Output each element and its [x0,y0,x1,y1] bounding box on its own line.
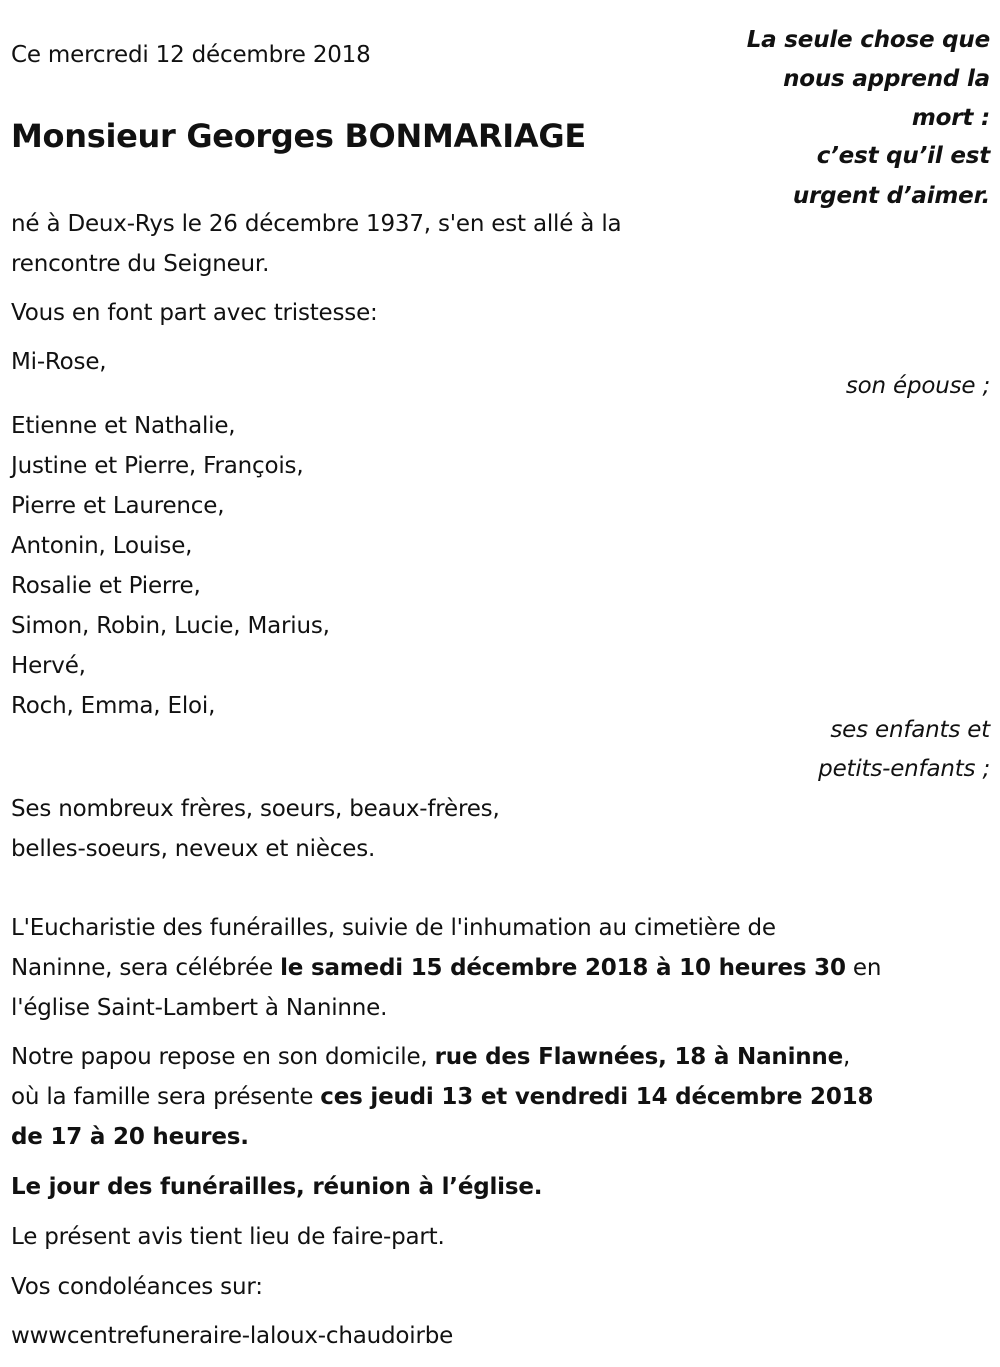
spouse-role: son épouse ; [845,373,990,399]
meeting-line [11,1170,542,1204]
visit-dates: ces jeudi 13 et vendredi 14 décembre 2018 [320,1084,874,1110]
visit-text: où la famille sera présente [11,1084,321,1110]
children-role: petits-enfants ; [818,756,990,782]
quote-line: urgent d’aimer. [792,183,990,209]
visit-hours: de 17 à 20 heures. [11,1124,249,1150]
visit-line [11,1080,873,1114]
funeral-text: Naninne, sera célébrée [11,955,281,981]
list-item: Pierre et Laurence, [11,493,225,519]
funeral-line: L'Eucharistie des funérailles, suivie de l'inhumation au cimetière de [11,915,776,941]
list-item: Simon, Robin, Lucie, Marius, [11,613,330,639]
funeral-line [11,951,881,985]
quote-line: nous apprend la [783,66,990,92]
list-item: Rosalie et Pierre, [11,573,201,599]
funeral-text: en [845,955,882,981]
funeral-line: l'église Saint-Lambert à Naninne. [11,995,388,1021]
date-line: Ce mercredi 12 décembre 2018 [11,42,371,68]
visit-text: , [843,1044,851,1070]
notice-line: Le présent avis tient lieu de faire-part. [11,1224,445,1250]
spouse-name: Mi-Rose, [11,349,107,375]
family-line: belles-soeurs, neveux et nièces. [11,836,376,862]
children-role: ses enfants et [830,717,990,743]
meeting-text: Le jour des funérailles, réunion à l’église. [11,1174,543,1200]
visit-line [11,1040,850,1074]
list-item: Justine et Pierre, François, [11,453,304,479]
announce-line: Vous en font part avec tristesse: [11,300,378,326]
list-item: Roch, Emma, Eloi, [11,693,216,719]
condolences-line: Vos condoléances sur: [11,1274,263,1300]
visit-text: Notre papou repose en son domicile, [11,1044,435,1070]
visit-line [11,1120,249,1154]
list-item: Antonin, Louise, [11,533,193,559]
website-link[interactable]: wwwcentrefuneraire-laloux-chaudoirbe [11,1323,454,1349]
birth-line: né à Deux-Rys le 26 décembre 1937, s'en est allé à la [11,211,622,237]
funeral-date: le samedi 15 décembre 2018 à 10 heures 30 [280,955,846,981]
quote-line: mort : [911,105,990,131]
visit-address: rue des Flawnées, 18 à Naninne [434,1044,843,1070]
list-item: Hervé, [11,653,86,679]
birth-line: rencontre du Seigneur. [11,251,270,277]
quote-line: La seule chose que [746,27,990,53]
deceased-name: Monsieur Georges BONMARIAGE [11,117,586,155]
quote-line: c’est qu’il est [816,143,990,169]
family-line: Ses nombreux frères, soeurs, beaux-frères, [11,796,500,822]
list-item: Etienne et Nathalie, [11,413,236,439]
